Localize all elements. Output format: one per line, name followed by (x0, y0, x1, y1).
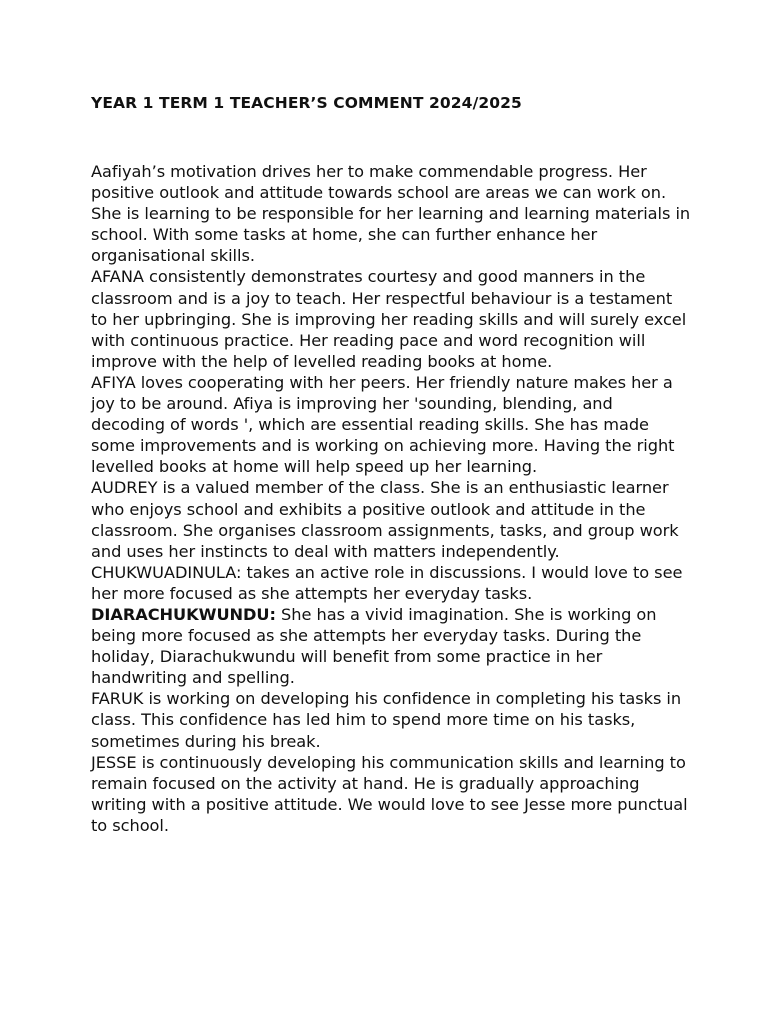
document-page (91, 93, 691, 836)
comment-afana (91, 266, 691, 371)
comment-text: She has a vivid imagination. She is working on being more focused as she attempts her everyday tasks. During the holiday, Diarachukwundu will benefit from some practice in her handwriting and spelling. (91, 604, 657, 688)
comment-text: FARUK is working on developing his confidence in completing his tasks in class. This confidence has led him to spend more time on his tasks, sometimes during his break. (91, 689, 682, 751)
comment-text: AFANA consistently demonstrates courtesy and good manners in the classroom and is a joy to teach. Her respectful behaviour is a testament to her upbringing. She is improving her reading skills and will surely excel with continuous practice. Her reading pace and word recognition will improve with the help of levelled reading books at home. (91, 267, 687, 371)
document-title: YEAR 1 TERM 1 TEACHER’S COMMENT 2024/2025 (91, 94, 522, 112)
comment-text: Aafiyah’s motivation drives her to make commendable progress. Her positive outlook and attitude towards school are areas we can work on. She is learning to be responsible for her learning and learning materials in school. With some tasks at home, she can further enhance her organisational skills. (91, 162, 691, 266)
comment-text: AFIYA loves cooperating with her peers. Her friendly nature makes her a joy to be around. Afiya is improving her 'sounding, blending, and decoding of words ', which are essential reading skills. She has made some improvements and is working on achieving more. Having the right levelled books at home will help speed up her learning. (91, 372, 675, 477)
comments-list (91, 161, 691, 836)
student-name: DIARACHUKWUNDU: (91, 604, 276, 624)
comment-diarachukwundu (91, 604, 691, 688)
comment-audrey (91, 477, 691, 561)
comment-faruk (91, 688, 691, 751)
comment-text: AUDREY is a valued member of the class. She is an enthusiastic learner who enjoys school and exhibits a positive outlook and attitude in the classroom. She organises classroom assignments, tasks, and group work and uses her instincts to deal with matters independently. (91, 478, 679, 561)
comment-chukwuadinula (91, 562, 691, 604)
comment-text: JESSE is continuously developing his communication skills and learning to remain focused on the activity at hand. He is gradually approaching writing with a positive attitude. We would love to see Jesse more punctual to school. (91, 752, 688, 835)
comment-text: CHUKWUADINULA: takes an active role in discussions. I would love to see her more focused as she attempts her everyday tasks. (91, 562, 683, 603)
comment-afiya (91, 372, 691, 477)
comment-jesse (91, 752, 691, 836)
comment-aafiyah (91, 161, 691, 266)
